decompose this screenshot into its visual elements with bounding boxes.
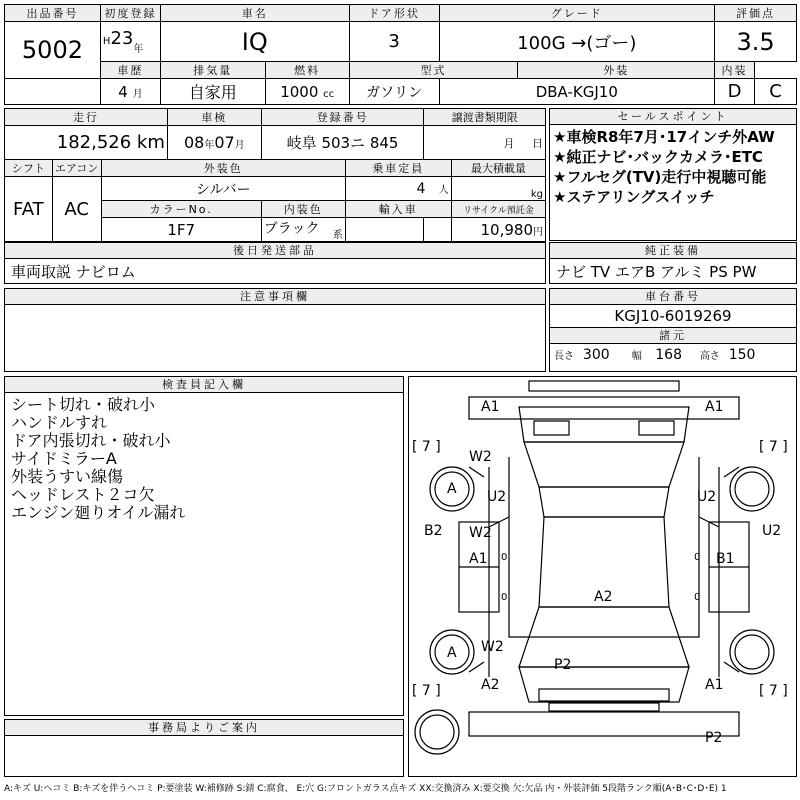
door-count: 3: [349, 22, 439, 62]
score: 3.5: [715, 22, 797, 62]
fuel: ガソリン: [349, 79, 439, 105]
int-grade: C: [755, 79, 797, 105]
sales-point: ★純正ナビ･バックカメラ･ETC: [553, 148, 763, 166]
color-label: 外装色: [101, 160, 345, 177]
damage-u2-far-right: U2: [762, 523, 782, 539]
fuel-label-cell: 燃料: [265, 62, 349, 79]
damage-b2: B2: [424, 523, 443, 539]
capacity: 4 人: [345, 177, 451, 201]
ext-grade: D: [715, 79, 755, 105]
load-unit: kg: [451, 177, 545, 201]
mark-o1: 0: [501, 552, 508, 563]
inspector-line: ハンドルすれ: [11, 413, 108, 432]
disp-label: 排気量: [160, 62, 265, 79]
later-parts-panel: [4, 242, 546, 284]
reg-year: $H23_年$: [100, 22, 160, 62]
transfer-date: 月 日: [424, 126, 546, 160]
tire-tread-fr: [ 7 ]: [759, 439, 788, 455]
shift-label: シフト: [5, 160, 53, 177]
mileage: 182,526 km: [5, 126, 168, 160]
inspector-line: 外装うすい線傷: [11, 467, 124, 486]
color: シルバー: [101, 177, 345, 201]
car-outline: [409, 377, 796, 776]
dimensions: 長さ 300 幅 168 高さ 150: [554, 347, 756, 363]
displacement: 1000 cc: [265, 79, 349, 105]
inspector-panel: [4, 376, 404, 716]
inspector-line: ヘッドレスト２コ欠: [11, 485, 155, 504]
damage-a2-rear: A2: [481, 677, 500, 693]
damage-p2-center: P2: [554, 657, 572, 673]
inspection-label: 車検: [167, 109, 261, 126]
score-label: 評価点: [715, 5, 797, 22]
recycle-label: リサイクル預託金: [451, 201, 545, 218]
mark-o2: 0: [694, 552, 701, 563]
inspector-lines: [5, 393, 403, 525]
transfer-label: 譲渡書類期限: [424, 109, 546, 126]
sales-points-list: [550, 125, 796, 209]
inspector-line: シート切れ・破れ小: [11, 395, 156, 414]
car-diagram: [408, 376, 797, 777]
header-table: [4, 4, 797, 105]
office-panel: [4, 719, 404, 777]
inspector-title: 検査員記入欄: [5, 377, 403, 393]
dim-title: 諸元: [550, 328, 796, 344]
chassis-panel: [549, 288, 797, 372]
inspector-line: エンジン廻りオイル漏れ: [11, 503, 186, 522]
model: DBA-KGJ10: [439, 79, 715, 105]
later-parts-title: 後日発送部品: [5, 243, 545, 259]
capacity-label: 乗車定員: [345, 160, 451, 177]
sales-point: ★フルセグ(TV)走行中視聴可能: [553, 168, 767, 186]
equipment-title: 純正装備: [550, 243, 796, 259]
sales-point: ★ステアリングスイッチ: [553, 188, 715, 206]
chassis-title: 車台番号: [550, 289, 796, 305]
damage-u2-left: U2: [487, 489, 507, 505]
history-label: 車歴: [100, 62, 160, 79]
office-title: 事務局よりご案内: [5, 720, 403, 736]
plate: 岐阜 503ニ 845: [261, 126, 424, 160]
load-label: 最大積載量: [451, 160, 545, 177]
damage-a1-rear: A1: [705, 677, 724, 693]
notes-panel: [4, 288, 546, 372]
tire-fl-grade: A: [447, 481, 457, 497]
history: 自家用: [160, 79, 265, 105]
chassis-number: KGJ10-6019269: [550, 305, 796, 328]
mileage-label: 走行: [5, 109, 168, 126]
equipment-text: ナビ TV エアB アルミ PS PW: [556, 263, 757, 281]
later-parts-text: 車両取説 ナビロム: [11, 263, 136, 281]
inspection-date: 08年07月: [167, 126, 261, 160]
damage-a1-left: A1: [469, 551, 488, 567]
shift: FAT: [5, 177, 53, 242]
damage-p2-bottom: P2: [705, 730, 723, 746]
damage-a1-front-left: A1: [481, 399, 500, 415]
damage-a2-center: A2: [594, 589, 613, 605]
tire-tread-fl: [ 7 ]: [412, 439, 441, 455]
car-name: IQ: [160, 22, 349, 62]
grade-label: グレード: [439, 5, 715, 22]
reg-month: 4 月: [100, 79, 160, 105]
damage-b1: B1: [716, 551, 735, 567]
mark-o3: 0: [501, 592, 508, 603]
int-label: 内装: [715, 62, 755, 79]
tire-tread-rl: [ 7 ]: [412, 683, 441, 699]
reg-label: 初度登録: [100, 5, 160, 22]
damage-w2-left: W2: [469, 525, 492, 541]
sales-points-panel: [549, 108, 797, 241]
name-label: 車名: [160, 5, 349, 22]
ac: AC: [52, 177, 101, 242]
damage-w2-bottom: W2: [481, 639, 504, 655]
model-label: 型式: [349, 62, 518, 79]
inspector-line: サイドミラーA: [11, 449, 117, 468]
inspector-line: ドア内張切れ・破れ小: [11, 431, 171, 450]
details-table: [4, 108, 546, 242]
equipment-panel: [549, 242, 797, 284]
colorno-label: カラーNo.: [101, 201, 261, 218]
legend-footer: A:キズ U:ヘコミ B:キズを伴うヘコミ P:要塗装 W:補修跡 S:錆 C:腐食、 E:穴 G:フロントガラス点キズ XX:交換済み X:要交換 欠:欠品 内・外装評価 5段階ランク順(A･B･C･D･E) 1: [4, 784, 727, 794]
import-label: 輸入車: [345, 201, 451, 218]
plate-label: 登録番号: [261, 109, 424, 126]
sales-points-title: セールスポイント: [550, 109, 796, 125]
damage-w2-top: W2: [469, 449, 492, 465]
grade: 100G →(ゴー): [439, 22, 715, 62]
lot-label: 出品番号: [5, 5, 101, 22]
lot-number: 5002: [5, 22, 101, 79]
door-label: ドア形状: [349, 5, 439, 22]
damage-u2-right: U2: [697, 489, 717, 505]
damage-a1-front-right: A1: [705, 399, 724, 415]
sales-point: ★車検R8年7月･17インチ外AW: [553, 128, 775, 146]
tire-tread-rr: [ 7 ]: [759, 683, 788, 699]
tire-rl-grade: A: [447, 645, 457, 661]
intcolor-label: 内装色: [261, 201, 345, 218]
int-color: ブラック $_系$: [261, 218, 345, 242]
colorno: 1F7: [101, 218, 261, 242]
notes-title: 注意事項欄: [5, 289, 545, 305]
recycle: 10,980円: [451, 218, 545, 242]
ac-label: エアコン: [52, 160, 101, 177]
mark-o4: 0: [694, 592, 701, 603]
ext-label: 外装: [518, 62, 715, 79]
